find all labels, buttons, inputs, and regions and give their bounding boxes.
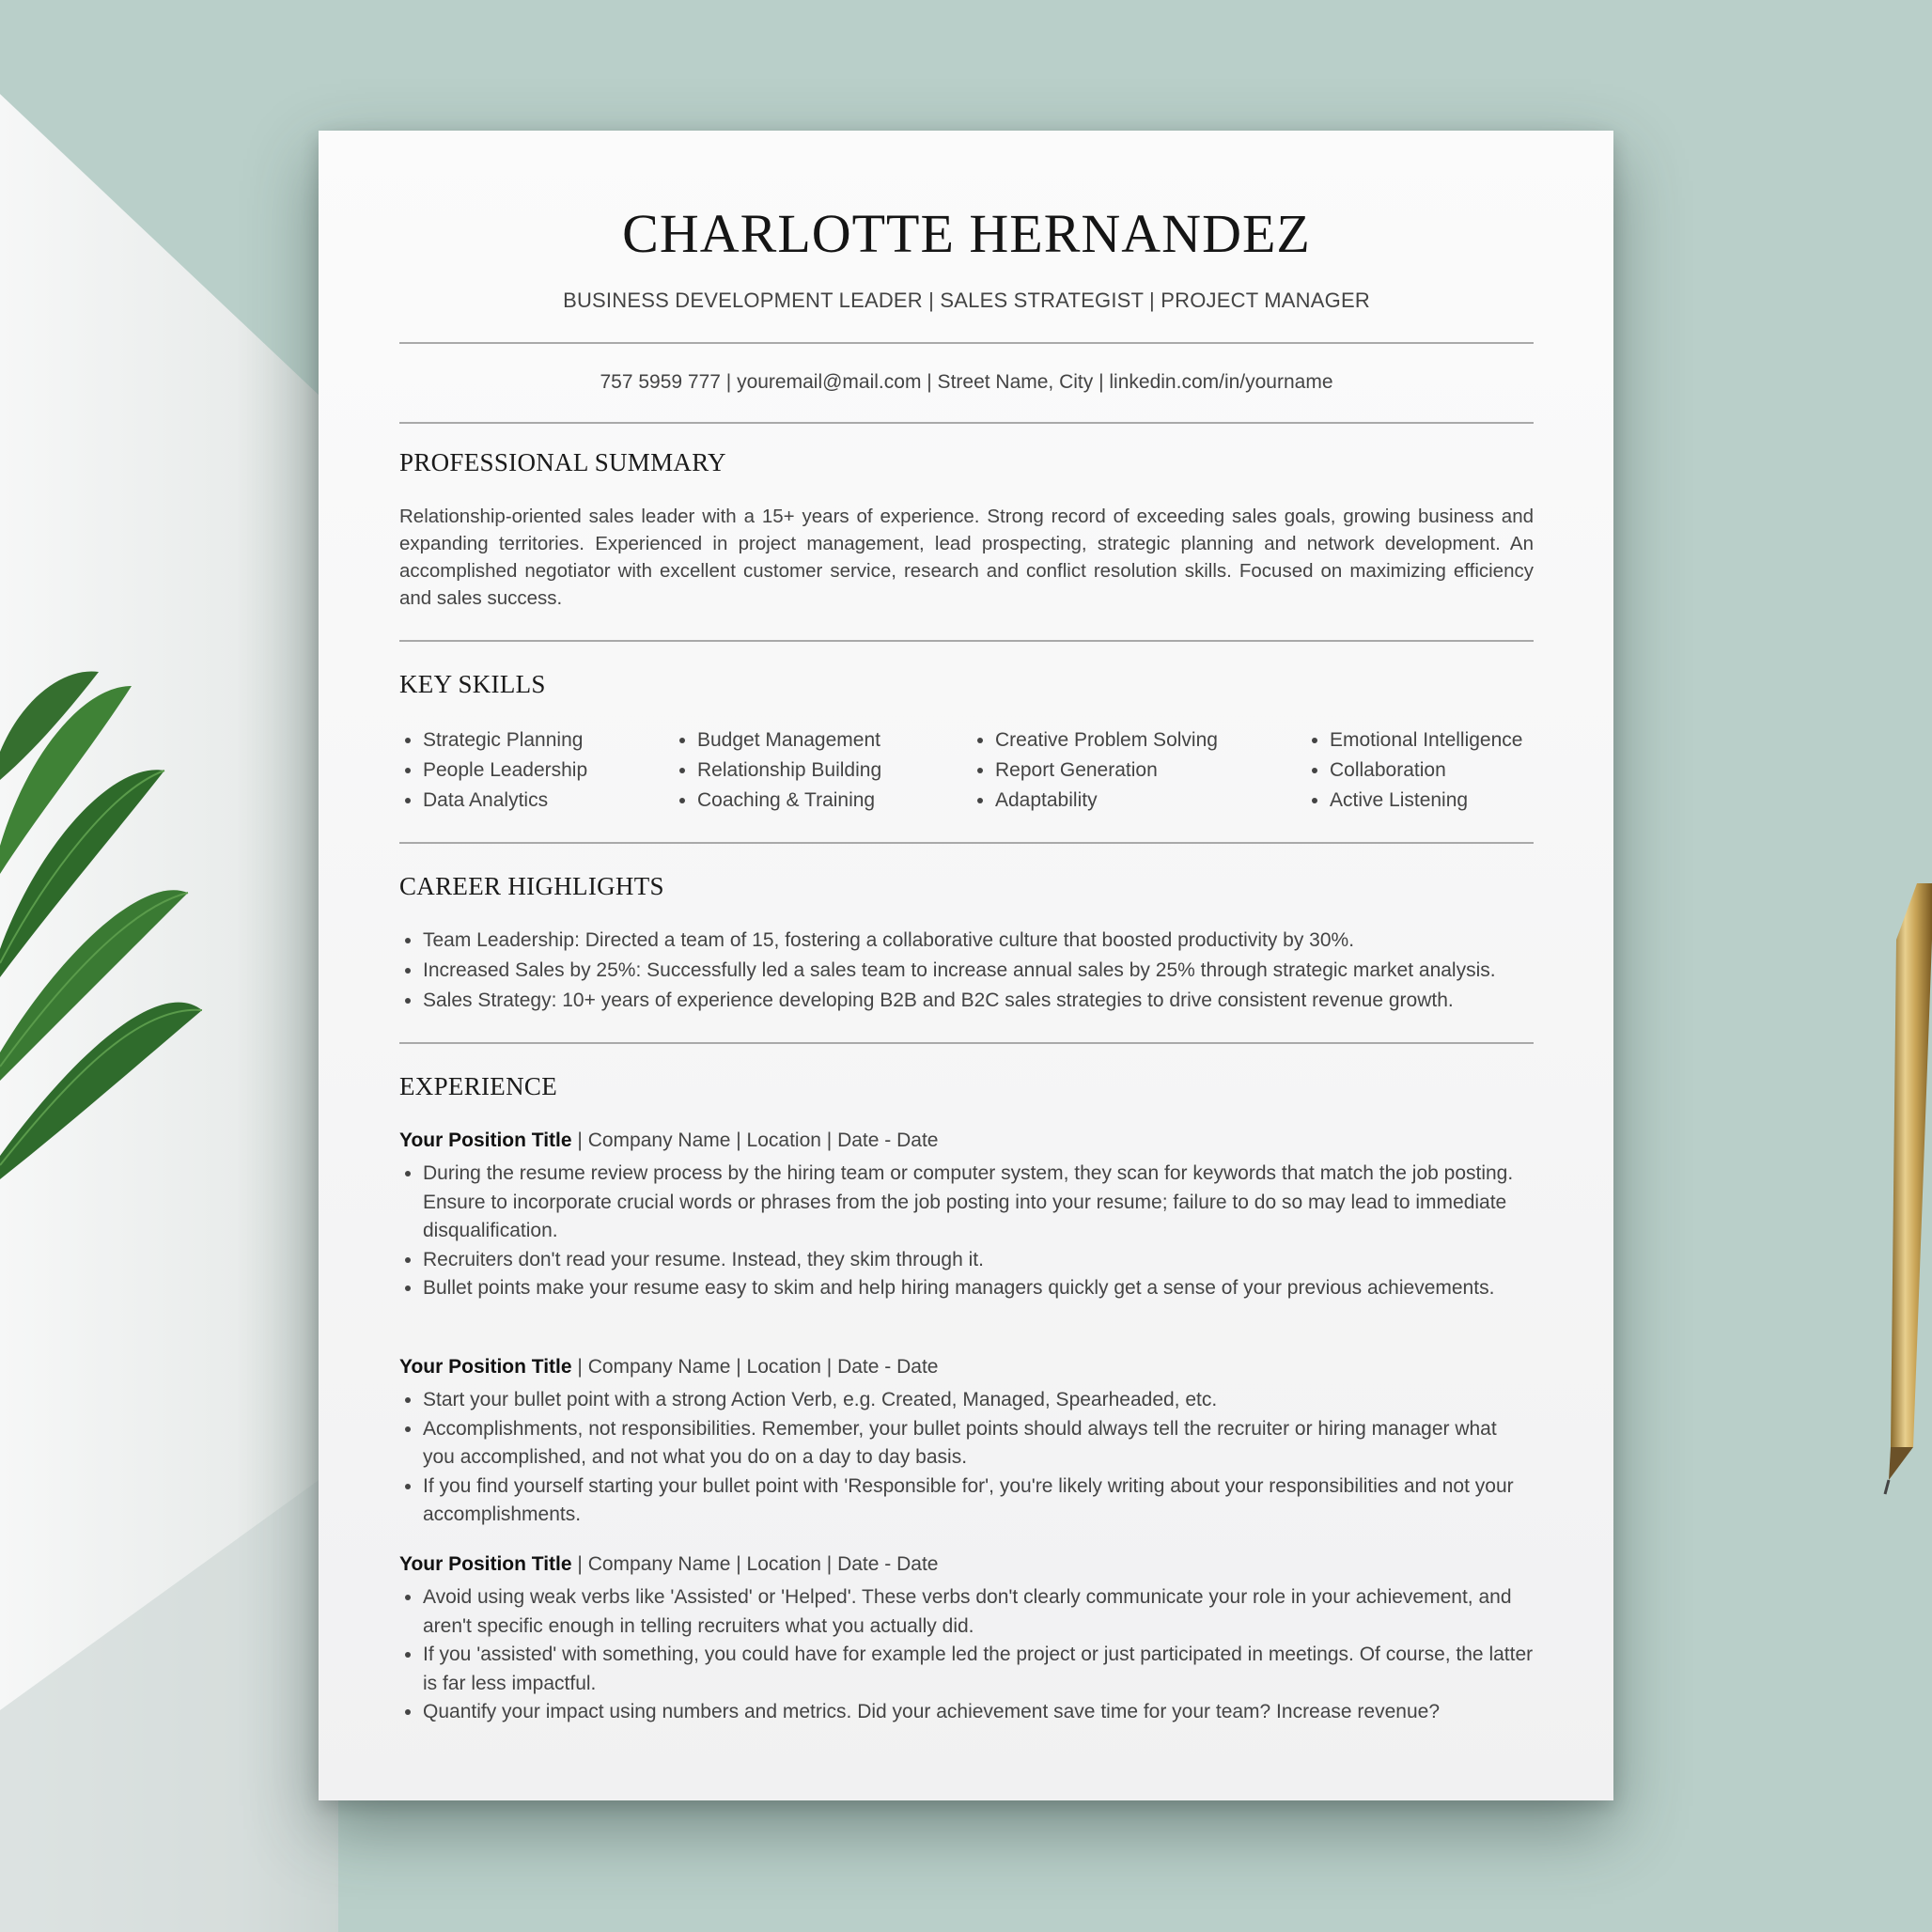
- job-bullet: • Start your bullet point with a strong Action Verb, e.g. Created, Managed, Spearheaded, etc.: [423, 1386, 1534, 1415]
- job-header: [399, 1352, 1534, 1382]
- divider: [399, 342, 1534, 344]
- resume-tagline: BUSINESS DEVELOPMENT LEADER | SALES STRATEGIST | PROJECT MANAGER: [563, 288, 1370, 312]
- section-heading-highlights: CAREER HIGHLIGHTS: [399, 872, 664, 900]
- job-position-title: Your Position Title: [399, 1356, 572, 1378]
- job-details: | Company Name | Location | Date - Date: [571, 1130, 939, 1151]
- job-bullet: • During the resume review process by the hiring team or computer system, they scan for keywords that match the job posting. Ensure to incorporate crucial words or phrases from the job posting into your resume; failure to do so may lead to immediate disqualification.: [423, 1160, 1534, 1246]
- divider: [399, 640, 1534, 642]
- job-bullet-list: [399, 1583, 1534, 1727]
- job-details: | Company Name | Location | Date - Date: [571, 1356, 939, 1378]
- job-bullet: • Recruiters don't read your resume. Instead, they skim through it.: [423, 1246, 1534, 1275]
- skill-item: • Data Analytics: [423, 786, 587, 816]
- skill-item: • People Leadership: [423, 756, 587, 786]
- divider: [399, 842, 1534, 844]
- skill-item: • Active Listening: [1330, 786, 1522, 816]
- resume-sheet: [319, 131, 1613, 1800]
- job-position-title: Your Position Title: [399, 1130, 572, 1151]
- skills-column: [399, 725, 587, 816]
- section-heading-experience: EXPERIENCE: [399, 1072, 557, 1100]
- job-bullet: • Avoid using weak verbs like 'Assisted' or 'Helped'. These verbs don't clearly communicate your role in your achievement, and aren't specific enough in telling recruiters what you actually did.: [423, 1583, 1534, 1641]
- job-bullet: • If you 'assisted' with something, you could have for example led the project or just participated in meetings. Of course, the latter is far less impactful.: [423, 1641, 1534, 1698]
- skill-item: • Strategic Planning: [423, 725, 587, 756]
- job-header: [399, 1126, 1534, 1156]
- job-header: [399, 1550, 1534, 1580]
- highlight-item: • Sales Strategy: 10+ years of experience developing B2B and B2C sales strategies to drive consistent revenue growth.: [423, 986, 1569, 1016]
- skill-item: • Relationship Building: [697, 756, 881, 786]
- gold-pen: [1885, 883, 1932, 1494]
- highlight-item: • Team Leadership: Directed a team of 15, fostering a collaborative culture that boosted productivity by 30%.: [423, 926, 1569, 956]
- skill-item: • Coaching & Training: [697, 786, 881, 816]
- skill-item: • Creative Problem Solving: [995, 725, 1218, 756]
- job-bullet: • If you find yourself starting your bullet point with 'Responsible for', you're likely writing about your responsibilities and not your accomplishments.: [423, 1472, 1534, 1530]
- job-bullet: • Accomplishments, not responsibilities. Remember, your bullet points should always tell the recruiter or hiring manager what you accomplished, and not what you do on a day to day basis.: [423, 1415, 1534, 1472]
- experience-entry: [399, 1352, 1534, 1530]
- summary-text: Relationship-oriented sales leader with a 15+ years of experience. Strong record of exceeding sales goals, growing business and expanding territories. Experienced in project management, lead prospecting, strategic planning and network development. An accomplished negotiator with excellent customer service, research and conflict resolution skills. Focused on maximizing efficiency and sales success.: [399, 506, 1534, 609]
- job-bullet-list: [399, 1386, 1534, 1530]
- skills-column: [674, 725, 881, 816]
- job-bullet: • Quantify your impact using numbers and metrics. Did your achievement save time for your team? Increase revenue?: [423, 1698, 1534, 1727]
- job-bullet: • Bullet points make your resume easy to skim and help hiring managers quickly get a sense of your previous achievements.: [423, 1274, 1534, 1303]
- experience-entry: [399, 1126, 1534, 1303]
- experience-entry: [399, 1550, 1534, 1727]
- highlight-item: • Increased Sales by 25%: Successfully led a sales team to increase annual sales by 25% through strategic market analysis.: [423, 956, 1569, 986]
- highlights-list: [399, 926, 1569, 1016]
- job-details: | Company Name | Location | Date - Date: [571, 1553, 939, 1575]
- job-position-title: Your Position Title: [399, 1553, 572, 1575]
- skill-item: • Emotional Intelligence: [1330, 725, 1522, 756]
- skill-item: • Collaboration: [1330, 756, 1522, 786]
- divider: [399, 422, 1534, 424]
- resume-name: CHARLOTTE HERNANDEZ: [622, 203, 1311, 264]
- section-heading-summary: PROFESSIONAL SUMMARY: [399, 448, 726, 476]
- divider: [399, 1042, 1534, 1044]
- skills-column: [972, 725, 1218, 816]
- skill-item: • Report Generation: [995, 756, 1218, 786]
- skills-grid: [399, 725, 1546, 819]
- job-bullet-list: [399, 1160, 1534, 1303]
- contact-line: 757 5959 777 | youremail@mail.com | Street Name, City | linkedin.com/in/yourname: [600, 371, 1333, 393]
- section-heading-skills: KEY SKILLS: [399, 670, 546, 698]
- skill-item: • Adaptability: [995, 786, 1218, 816]
- skill-item: • Budget Management: [697, 725, 881, 756]
- skills-column: [1306, 725, 1522, 816]
